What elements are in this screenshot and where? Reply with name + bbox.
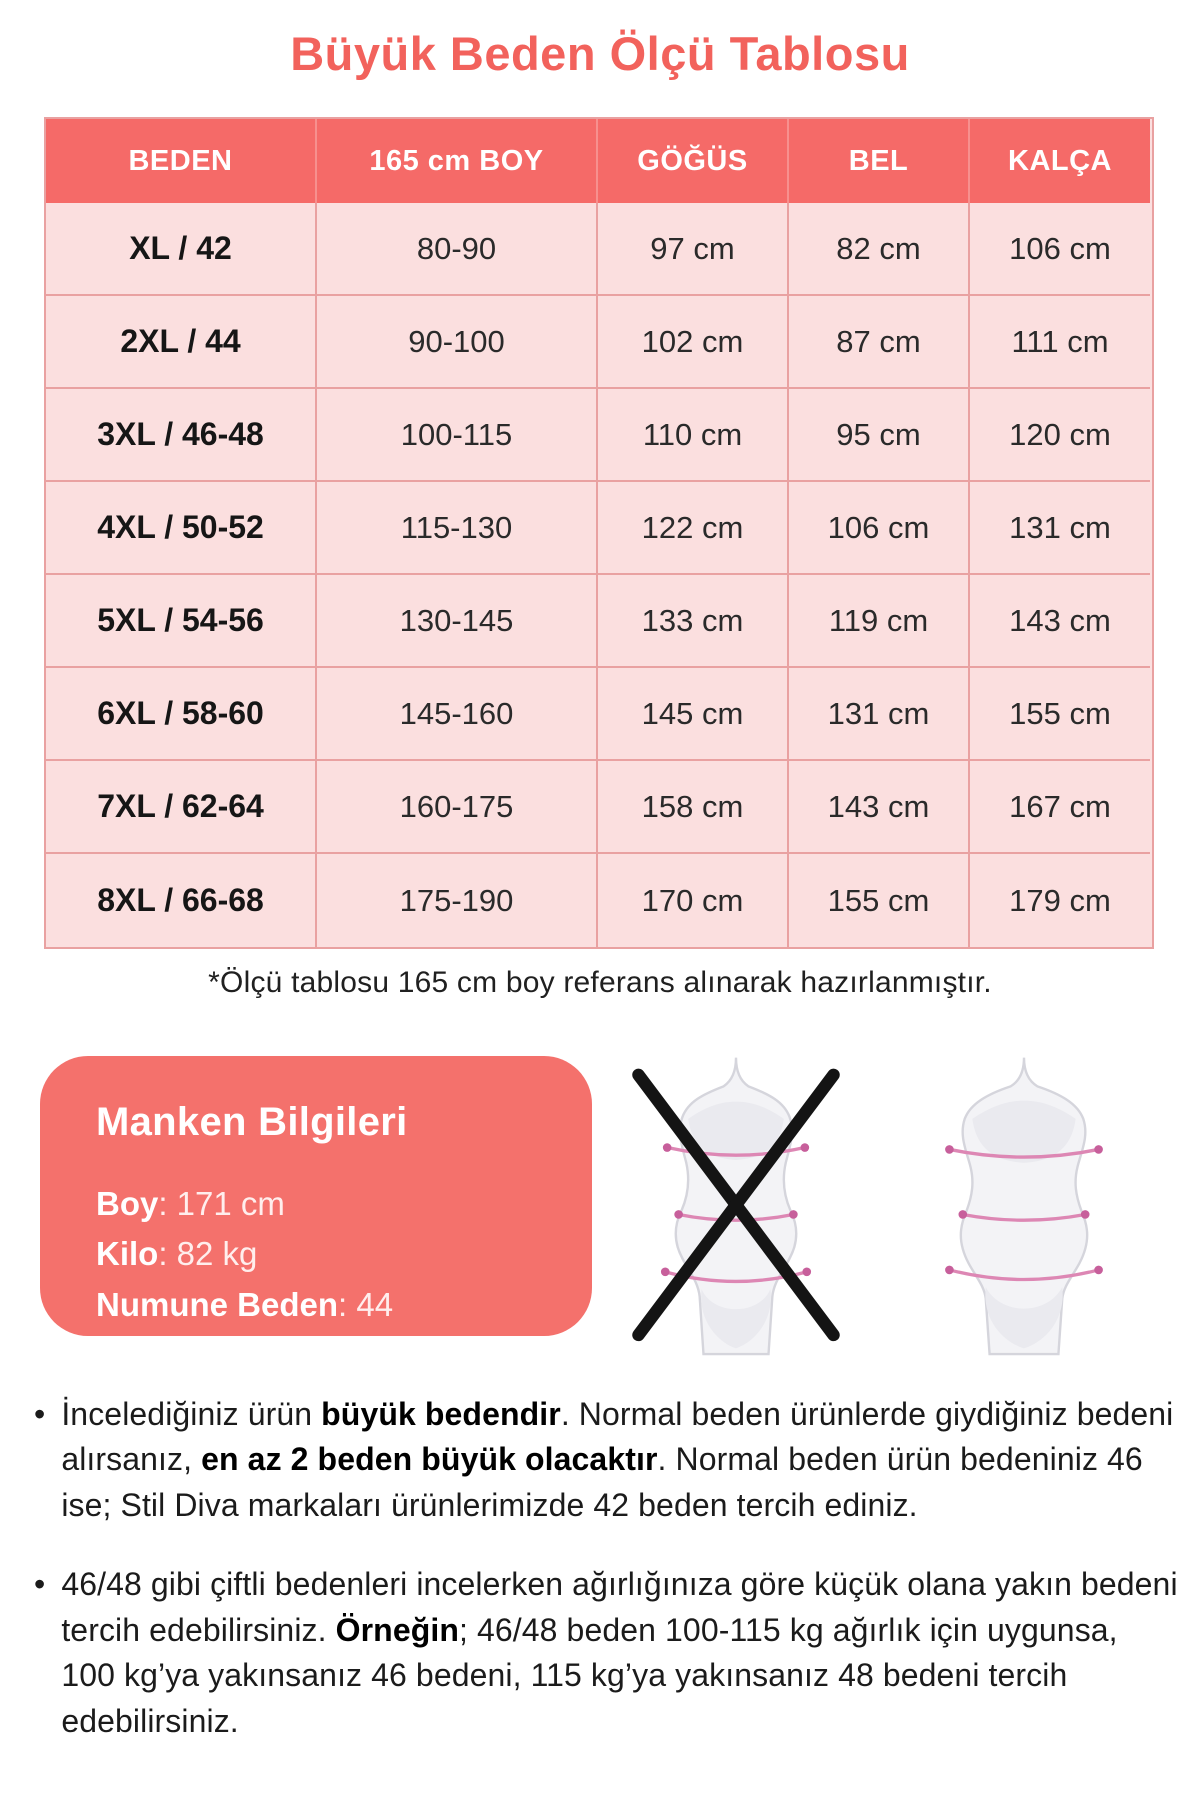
model-card-heading: Manken Bilgileri [96,1100,408,1144]
waist-value: 106 cm [827,509,930,545]
page-title: Büyük Beden Ölçü Tablosu [290,27,910,80]
note-text: 46/48 gibi çiftli bedenleri incelerken ağırlığınıza göre küçük olana yakın bedeni tercih edebilirsiniz. Örneğin; 46/48 beden 100-115 kg ağırlık için uygunsa, 100 kg’ya yakınsanız 46 bedeni, 115 kg’ya yakınsanız 48 bedeni tercih edebilirsiniz. [61,1566,1178,1739]
weight-range: 160-175 [399,788,514,824]
hip-value: 111 cm [1011,323,1109,359]
note-text: İncelediğiniz ürün büyük bedendir. Normal beden ürünlerde giydiğiniz bedeni alırsanız, en az 2 beden büyük olacaktır. Normal beden ürün bedeniniz 46 ise; Stil Diva markaları ürünlerimizde 42 beden tercih ediniz. [61,1396,1174,1523]
waist-value: 87 cm [836,323,921,359]
size-label: 5XL / 54-56 [97,602,264,638]
waist-value: 119 cm [828,602,929,638]
weight-range: 175-190 [399,882,514,918]
size-label: 3XL / 46-48 [97,416,264,452]
waist-value: 143 cm [827,788,930,824]
size-label: 2XL / 44 [120,323,241,359]
chest-value: 110 cm [642,416,743,452]
table-row [46,668,1152,761]
hip-value: 179 cm [1009,882,1111,918]
weight-range: 145-160 [399,695,514,731]
notes-list [30,1392,1178,1778]
size-label: 7XL / 62-64 [97,788,264,824]
chest-value: 97 cm [650,230,735,266]
table-row [46,575,1152,668]
header-cell-gogus: GÖĞÜS [598,119,789,203]
size-label: 6XL / 58-60 [97,695,264,731]
header-cell-boy: 165 cm BOY [317,119,598,203]
waist-value: 95 cm [836,416,921,452]
weight-range: 115-130 [400,509,513,545]
hip-value: 131 cm [1009,509,1111,545]
weight-range: 90-100 [408,323,505,359]
weight-range: 130-145 [399,602,514,638]
size-table [44,117,1154,949]
waist-value: 82 cm [836,230,921,266]
model-info-card [40,1056,592,1336]
hip-value: 143 cm [1009,602,1111,638]
size-label: XL / 42 [129,230,232,266]
hip-value: 167 cm [1009,788,1111,824]
chest-value: 158 cm [641,788,744,824]
note-item-2 [30,1562,1178,1744]
table-row [46,761,1152,854]
chest-value: 170 cm [641,882,744,918]
table-row [46,854,1152,947]
table-row [46,203,1152,296]
table-footnote: *Ölçü tablosu 165 cm boy referans alınarak hazırlanmıştır. [208,966,992,999]
hip-value: 106 cm [1009,230,1111,266]
table-header-row [46,119,1152,203]
chest-value: 102 cm [641,323,744,359]
measured-plus-figure-icon [910,1050,1138,1356]
size-label: 8XL / 66-68 [97,882,264,918]
table-row [46,482,1152,575]
bullet-glyph: • [34,1396,46,1432]
chest-value: 133 cm [641,602,744,638]
model-sample-size-row: Numune Beden: 44 [96,1285,394,1323]
figure-illustrations [600,1048,1160,1358]
weight-range: 100-115 [400,416,513,452]
model-height-row: Boy: 171 cm [96,1185,285,1222]
chest-value: 145 cm [641,695,744,731]
weight-range: 80-90 [416,230,497,266]
model-weight-row: Kilo: 82 kg [96,1235,258,1273]
hip-value: 155 cm [1009,695,1111,731]
waist-value: 155 cm [827,882,930,918]
bullet-glyph: • [34,1566,46,1603]
chest-value: 122 cm [641,509,744,545]
header-cell-kalca: KALÇA [970,119,1150,203]
hip-value: 120 cm [1009,416,1111,452]
size-label: 4XL / 50-52 [97,509,264,545]
waist-value: 131 cm [827,695,930,731]
header-cell-bel: BEL [789,119,970,203]
header-cell-beden: BEDEN [46,119,317,203]
table-row [46,389,1152,482]
note-item-1 [30,1392,1178,1528]
crossed-slim-figure-icon [622,1050,850,1356]
table-row [46,296,1152,389]
